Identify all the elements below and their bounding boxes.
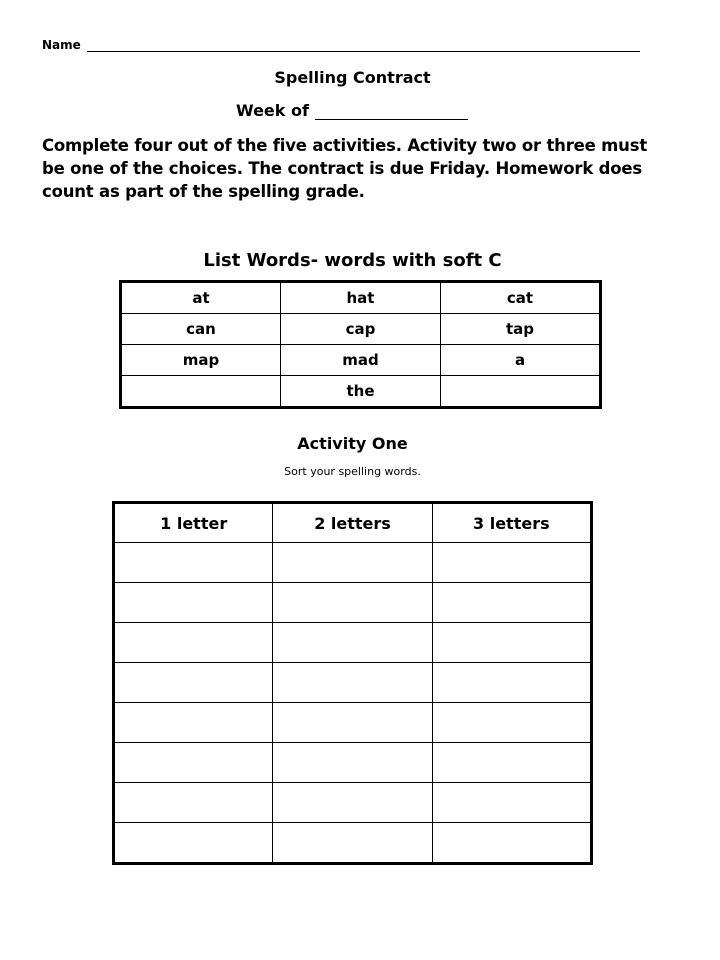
column-header-2-letters: 2 letters [273, 503, 432, 543]
blank-answer-cell[interactable] [432, 823, 591, 864]
table-row [114, 743, 592, 783]
word-cell: a [441, 345, 601, 376]
week-blank-line[interactable] [315, 105, 468, 120]
blank-answer-cell[interactable] [432, 623, 591, 663]
table-row [114, 783, 592, 823]
blank-answer-cell[interactable] [114, 703, 273, 743]
word-cell: cap [281, 314, 441, 345]
blank-answer-cell[interactable] [273, 583, 432, 623]
table-row [121, 314, 601, 345]
week-label: Week of [236, 101, 309, 120]
blank-answer-cell[interactable] [432, 783, 591, 823]
word-cell: hat [281, 282, 441, 314]
blank-answer-cell[interactable] [114, 623, 273, 663]
word-cell: at [121, 282, 281, 314]
activity-one-instruction: Sort your spelling words. [284, 465, 421, 478]
word-cell: tap [441, 314, 601, 345]
blank-answer-cell[interactable] [114, 583, 273, 623]
column-header-3-letters: 3 letters [432, 503, 591, 543]
blank-answer-cell[interactable] [432, 743, 591, 783]
word-cell [121, 376, 281, 408]
blank-answer-cell[interactable] [273, 783, 432, 823]
word-cell [441, 376, 601, 408]
name-blank-line[interactable] [87, 40, 640, 52]
blank-answer-cell[interactable] [432, 583, 591, 623]
blank-answer-cell[interactable] [273, 663, 432, 703]
word-cell: map [121, 345, 281, 376]
blank-answer-cell[interactable] [273, 823, 432, 864]
word-cell: the [281, 376, 441, 408]
blank-answer-cell[interactable] [114, 543, 273, 583]
blank-answer-cell[interactable] [273, 543, 432, 583]
table-row [114, 583, 592, 623]
table-row [114, 623, 592, 663]
page-title: Spelling Contract [274, 68, 431, 87]
blank-answer-cell[interactable] [114, 783, 273, 823]
list-words-heading: List Words- words with soft C [203, 250, 502, 271]
blank-answer-cell[interactable] [432, 543, 591, 583]
blank-answer-cell[interactable] [432, 703, 591, 743]
blank-answer-cell[interactable] [273, 743, 432, 783]
blank-answer-cell[interactable] [114, 823, 273, 864]
blank-answer-cell[interactable] [114, 663, 273, 703]
blank-answer-cell[interactable] [114, 743, 273, 783]
table-row [114, 663, 592, 703]
word-cell: mad [281, 345, 441, 376]
table-row [114, 823, 592, 864]
table-row [114, 543, 592, 583]
activity-one-heading: Activity One [297, 434, 408, 453]
column-header-1-letter: 1 letter [114, 503, 273, 543]
table-header-row [114, 503, 592, 543]
word-cell: cat [441, 282, 601, 314]
table-row [121, 282, 601, 314]
list-words-table [119, 280, 602, 409]
name-field [42, 38, 640, 52]
blank-answer-cell[interactable] [432, 663, 591, 703]
sort-words-table [112, 501, 593, 865]
blank-answer-cell[interactable] [273, 623, 432, 663]
word-cell: can [121, 314, 281, 345]
table-row [121, 345, 601, 376]
table-row [114, 703, 592, 743]
blank-answer-cell[interactable] [273, 703, 432, 743]
instructions-paragraph: Complete four out of the five activities. Activity two or three must be one of the choices. The contract is due Friday. Homework does count as part of the spelling grade. [42, 136, 648, 201]
week-field [236, 101, 468, 120]
name-label: Name [42, 38, 81, 52]
table-row [121, 376, 601, 408]
